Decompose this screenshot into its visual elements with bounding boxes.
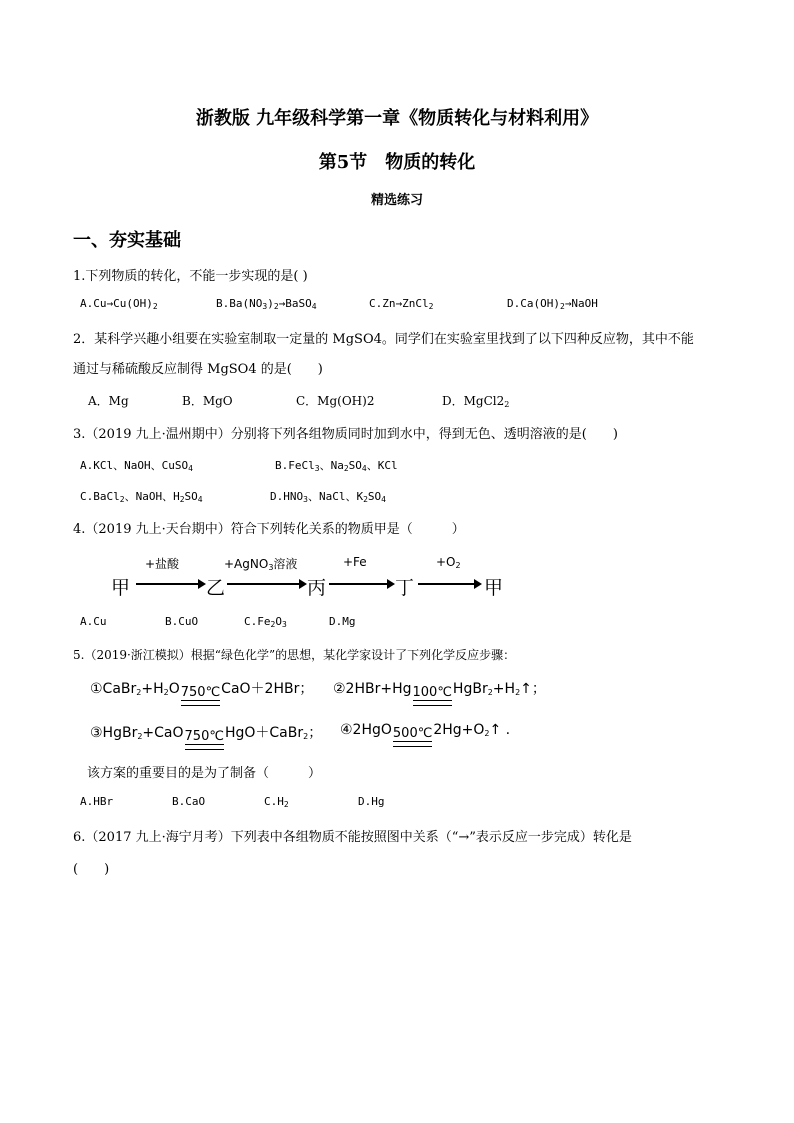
q1-option-b: $B.Ba(NO_3)_2\to BaSO_4$ xyxy=(216,297,317,311)
chain-arrow-1 xyxy=(136,583,202,585)
reaction-3: ③HgBr$_2$+CaO 750℃ HgO＋CaBr$_2$； xyxy=(90,722,322,750)
q1-option-a: $A.Cu\to Cu(OH)_2$ xyxy=(80,297,158,311)
practice-label: 精选练习 xyxy=(370,193,423,208)
chain-label-2: +AgNO$_3$溶液 xyxy=(224,557,298,572)
q3-option-a: A.KCl、NaOH、CuSO$_4$ xyxy=(80,459,193,473)
q5-option-d: D.Hg xyxy=(358,795,385,808)
q3-option-c: C.BaCl$_2$、NaOH、$H_2SO_4$ xyxy=(80,490,203,504)
q4-option-b: B.CuO xyxy=(165,615,199,628)
question-6-line-1: 6.（2017 九上·海宁月考）下列表中各组物质不能按照图中关系（“→”表示反应一步完成）转化是 xyxy=(73,830,632,845)
q3-option-d: $D.HNO_3$、NaCl、$K_2SO_4$ xyxy=(270,490,386,504)
q5-option-b: B.CaO xyxy=(172,795,206,808)
question-2-line-2: 通过与稀硫酸反应制得 MgSO4 的是( ) xyxy=(73,362,323,377)
q2-option-b: B．MgO xyxy=(182,394,233,408)
q1-option-c: C.Zn→ZnCl$_2$ xyxy=(369,297,434,311)
section-heading: 一、夯实基础 xyxy=(73,230,181,251)
reaction-1: $①CaBr_2+H_2O$ 750℃ CaO＋2HBr； xyxy=(90,678,313,706)
q4-option-c: $C.Fe_2O_3$ xyxy=(244,615,287,629)
chain-yi: 乙 xyxy=(206,577,226,599)
q3-option-b: B.FeCl$_3$、$Na_2SO_4$、KCl xyxy=(275,459,398,473)
q4-option-d: D.Mg xyxy=(329,615,356,628)
chain-bing: 丙 xyxy=(307,577,327,599)
chain-label-1: +盐酸 xyxy=(145,557,180,571)
question-6-line-2: ( ) xyxy=(73,862,110,877)
chain-jia: 甲 xyxy=(111,577,131,599)
document-title: 浙教版 九年级科学第一章《物质转化与材料利用》 xyxy=(195,108,599,129)
reaction-2: ②2HBr+Hg 100℃ $HgBr_2+H_2↑$； xyxy=(333,678,546,706)
chain-jia-end: 甲 xyxy=(484,577,504,599)
q2-option-d: D．$MgCl2_2$ xyxy=(442,394,510,409)
chain-arrow-2 xyxy=(227,583,303,585)
q2-option-c: C．Mg(OH)2 xyxy=(296,394,375,408)
q5-purpose: 该方案的重要目的是为了制备（ ） xyxy=(87,766,322,781)
reaction-4: ④2HgO 500℃ $2Hg+O_2↑$ . xyxy=(340,722,510,747)
q1-option-d: $D.Ca(OH)_2\to NaOH$ xyxy=(507,297,598,311)
question-5-stem: 5.（2019·浙江模拟）根据“绿色化学”的思想，某化学家设计了下列化学反应步骤： xyxy=(73,648,516,662)
lesson-title: 第5节 物质的转化 xyxy=(318,152,476,173)
chain-arrow-3 xyxy=(329,583,391,585)
question-1-stem: 1.下列物质的转化，不能一步实现的是( ) xyxy=(73,269,308,284)
chain-arrow-4 xyxy=(418,583,478,585)
question-2-line-1: 2．某科学兴趣小组要在实验室制取一定量的 MgSO4。同学们在实验室里找到了以下四种反应物，其中不能 xyxy=(73,332,694,347)
chain-label-3: +Fe xyxy=(343,555,367,569)
q5-option-a: A.HBr xyxy=(80,795,114,808)
chain-ding: 丁 xyxy=(395,577,415,599)
question-3-stem: 3.（2019 九上·温州期中）分别将下列各组物质同时加到水中，得到无色、透明溶液的是( ) xyxy=(73,427,618,442)
q4-option-a: A.Cu xyxy=(80,615,107,628)
q2-option-a: A．Mg xyxy=(88,394,129,408)
question-4-stem: 4.（2019 九上·天台期中）符合下列转化关系的物质甲是（ ） xyxy=(73,522,465,537)
chain-label-4: $+O_2$ xyxy=(436,555,461,570)
q5-option-c: $C.H_2$ xyxy=(264,795,289,809)
